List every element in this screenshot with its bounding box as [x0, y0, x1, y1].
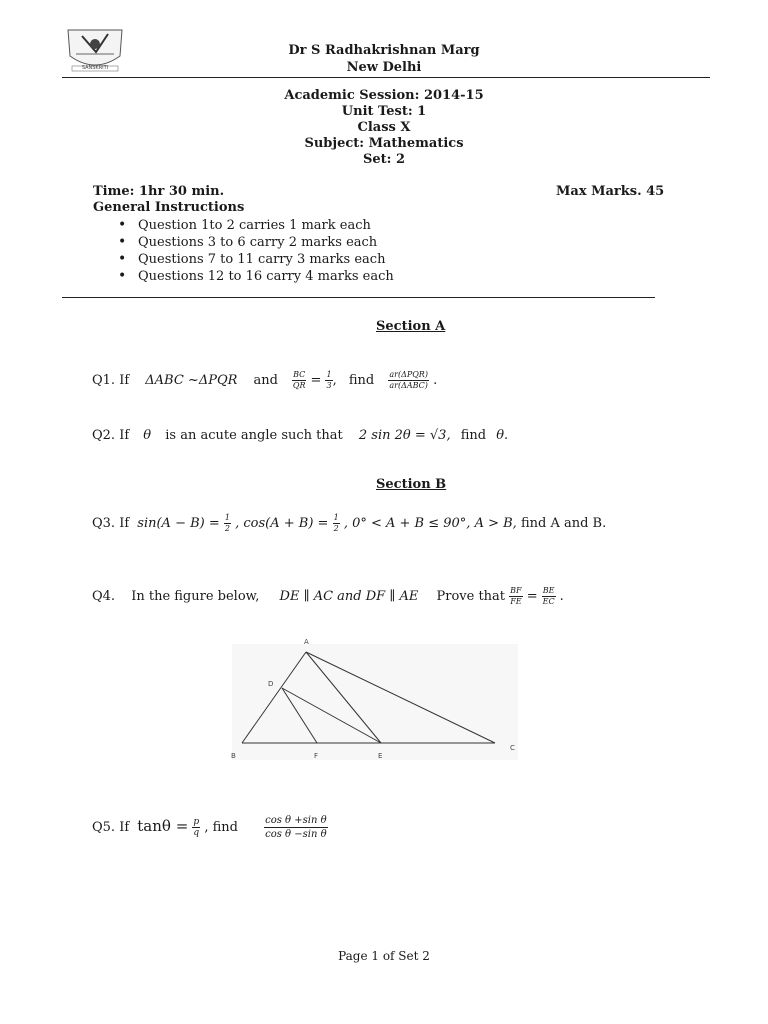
q4-label: Q4. [92, 589, 116, 604]
q3-label: Q3. If [92, 516, 130, 531]
q4-text: In the figure below, [131, 589, 260, 604]
question-5 [92, 814, 328, 841]
q3-sin-expr: sin(A − B) = [137, 516, 220, 531]
q1-and: and [253, 373, 278, 388]
class-label: Class X [357, 120, 411, 135]
unit-test: Unit Test: 1 [341, 104, 427, 119]
q1-label: Q1. If [92, 373, 130, 388]
q5-label: Q5. If [92, 820, 130, 835]
instruction-item: • Questions 12 to 16 carry 4 marks each [118, 269, 394, 286]
question-2 [92, 428, 508, 443]
header-divider [62, 77, 710, 78]
q1-ratio-fraction: $\frac{BC}{QR}$ [292, 370, 306, 390]
label-F: F [314, 752, 319, 760]
section-a-heading: Section A [376, 319, 446, 334]
q4-parallel-expr: DE ∥ AC and DF ∥ AE [279, 589, 419, 604]
subject-label: Subject: Mathematics [304, 136, 464, 151]
logo-text: SANSKRITI [81, 65, 109, 71]
label-B: B [231, 752, 236, 760]
instruction-item: • Question 1to 2 carries 1 mark each [118, 218, 394, 235]
instructions-list [118, 218, 394, 286]
academic-session: Academic Session: 2014-15 [284, 88, 484, 103]
q1-equals: = [310, 373, 322, 388]
q3-fraction-1: $\frac{1}{2}$ [224, 513, 230, 533]
q4-fraction-1: $\frac{BF}{FE}$ [510, 586, 522, 606]
instruction-item: • Questions 3 to 6 carry 2 marks each [118, 235, 394, 252]
q1-period: . [433, 373, 438, 388]
q5-find: , find [204, 820, 238, 835]
school-address-line1: Dr S Radhakrishnan Marg [288, 43, 480, 58]
label-A: A [304, 638, 309, 646]
school-address-line2: New Delhi [346, 60, 422, 75]
q2-theta: θ [143, 428, 152, 443]
instructions-divider [62, 297, 655, 298]
question-4 [92, 586, 564, 607]
q2-find: find [460, 428, 487, 443]
q1-area-fraction: $\frac{\text{ar(ΔPQR)}}{\text{ar(ΔABC)}}$ [389, 370, 428, 390]
instructions-heading: General Instructions [93, 200, 245, 215]
q4-period: . [559, 589, 564, 604]
q1-find: find [348, 373, 375, 388]
q2-equation: 2 sin 2θ = √3, [358, 428, 451, 443]
question-1: Q1. If ΔABC ~ΔPQR and $\frac{BC}{QR}$ = $\frac{1}{3}$ , find $\frac{\text{ar(ΔPQR)}}{\text{ar(ΔABC)}}$ . [92, 370, 438, 390]
set-label: Set: 2 [362, 152, 406, 167]
q1-similarity: ΔABC ~ΔPQR [145, 373, 238, 388]
label-D: D [268, 680, 274, 688]
max-marks: Max Marks. 45 [556, 184, 665, 199]
q4-prove: Prove that [436, 589, 506, 604]
q4-fraction-2: $\frac{BE}{EC}$ [542, 586, 555, 606]
q5-pq-fraction: $\frac{p}{q}$ [193, 817, 200, 838]
q5-tan-expr: tanθ = [137, 817, 189, 835]
label-C: C [510, 744, 515, 752]
q2-theta-end: θ. [496, 428, 509, 443]
q3-conditions: , 0° < A + B ≤ 90°, A > B, [343, 516, 517, 531]
instruction-item: • Questions 7 to 11 carry 3 marks each [118, 252, 394, 269]
section-b-heading: Section B [376, 477, 447, 492]
q3-cos-expr: , cos(A + B) = [235, 516, 329, 531]
page-footer: Page 1 of Set 2 [338, 949, 430, 963]
q3-fraction-2: $\frac{1}{2}$ [333, 513, 339, 533]
time-label: Time: 1hr 30 min. [93, 184, 225, 199]
label-E: E [378, 752, 383, 760]
triangle-figure [228, 636, 524, 766]
q4-equals: = [526, 589, 538, 604]
q2-text: is an acute angle such that [165, 428, 343, 443]
q2-label: Q2. If [92, 428, 130, 443]
q3-tail: find A and B. [520, 516, 607, 531]
question-3 [92, 513, 606, 534]
q1-one-third: $\frac{1}{3}$ [326, 370, 332, 390]
q5-target-fraction: $\frac{\text{cos θ +sin θ}}{\text{cos θ −sin θ}}$ [265, 815, 327, 840]
